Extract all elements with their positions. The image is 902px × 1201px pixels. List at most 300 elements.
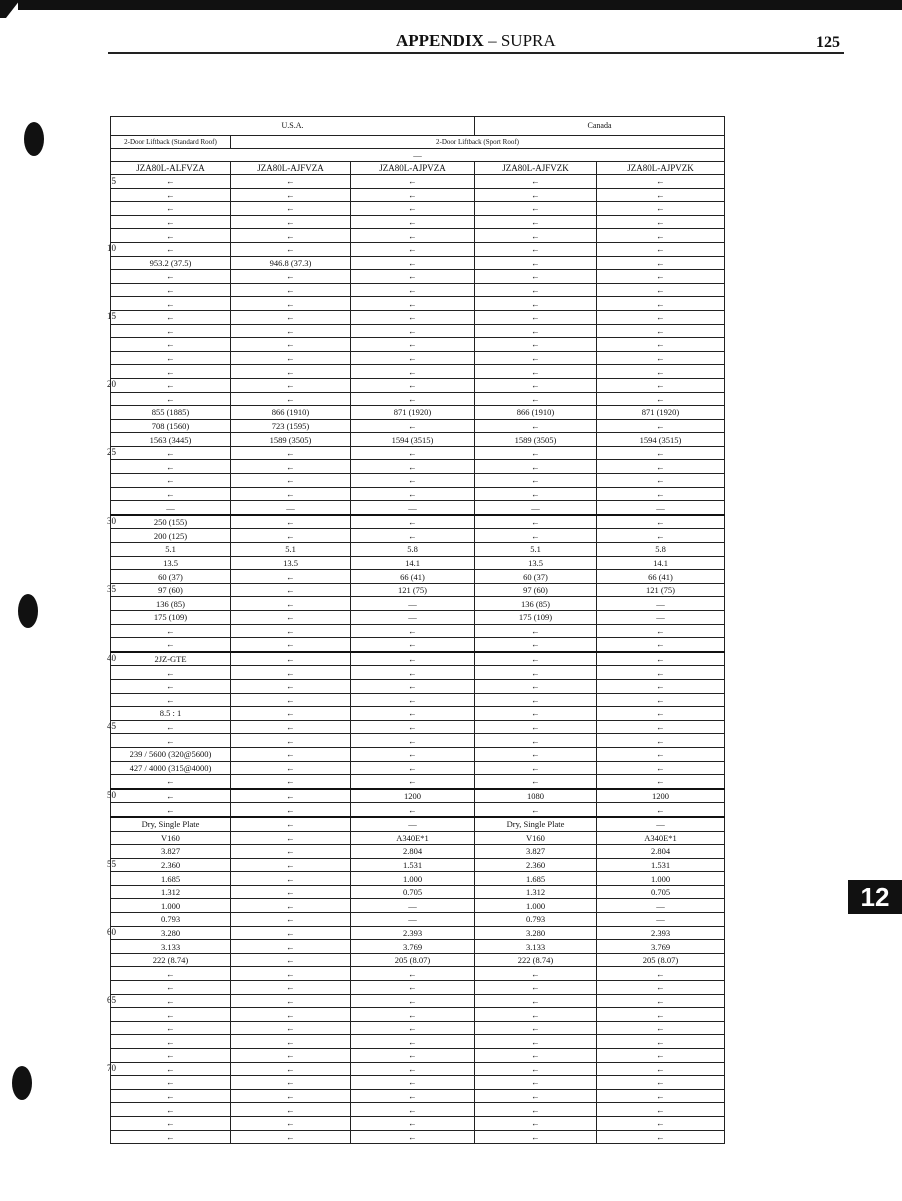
- table-cell: ←: [597, 460, 725, 474]
- table-cell: A340E*1: [351, 831, 475, 845]
- table-cell: ←: [475, 1021, 597, 1035]
- table-cell: ←: [597, 1116, 725, 1130]
- table-cell: ←: [597, 994, 725, 1008]
- table-cell: 2.360: [475, 858, 597, 872]
- table-cell: 1594 (3515): [351, 433, 475, 447]
- table-cell: ←: [475, 229, 597, 243]
- table-cell: ←: [351, 1116, 475, 1130]
- table-cell: ←: [231, 858, 351, 872]
- table-row: [111, 556, 725, 570]
- table-cell: ←: [231, 707, 351, 721]
- table-cell: ←: [351, 419, 475, 433]
- table-row: [111, 1035, 725, 1049]
- table-cell: ←: [351, 638, 475, 652]
- table-cell: ←: [597, 419, 725, 433]
- table-cell: ←: [111, 981, 231, 995]
- table-cell: ←: [475, 638, 597, 652]
- table-row: [111, 392, 725, 406]
- row-number: 45: [107, 721, 116, 732]
- table-cell: ←: [475, 693, 597, 707]
- table-cell: 2JZ-GTE: [111, 652, 231, 666]
- table-cell: ←: [475, 515, 597, 529]
- table-cell: 3.133: [111, 940, 231, 954]
- table-cell: 3.280: [475, 926, 597, 940]
- table-cell: 200 (125): [111, 529, 231, 543]
- table-cell: ←: [351, 378, 475, 392]
- table-cell: 1.531: [351, 858, 475, 872]
- table-cell: ←: [475, 775, 597, 789]
- table-cell: ←: [597, 202, 725, 216]
- table-cell: 136 (85): [111, 597, 231, 611]
- table-cell: ←: [231, 297, 351, 311]
- table-cell: 0.705: [597, 885, 725, 899]
- table-cell: 66 (41): [597, 570, 725, 584]
- table-cell: ←: [597, 1049, 725, 1063]
- table-cell: ←: [231, 845, 351, 859]
- table-cell: ←: [231, 1049, 351, 1063]
- table-cell: —: [351, 899, 475, 913]
- table-cell: ←: [111, 693, 231, 707]
- table-cell: ←: [111, 365, 231, 379]
- table-cell: ←: [351, 693, 475, 707]
- table-cell: 3.769: [351, 940, 475, 954]
- table-cell: ←: [597, 188, 725, 202]
- table-cell: ←: [231, 872, 351, 886]
- table-row: [111, 242, 725, 256]
- table-cell: ←: [351, 666, 475, 680]
- table-cell: 1.312: [111, 885, 231, 899]
- table-cell: ←: [111, 242, 231, 256]
- table-cell: ←: [111, 1103, 231, 1117]
- model-code: JZA80L-AJFVZK: [475, 162, 597, 175]
- table-cell: ←: [111, 270, 231, 284]
- table-cell: ←: [111, 474, 231, 488]
- table-cell: ←: [111, 789, 231, 803]
- region-canada: Canada: [475, 117, 725, 136]
- table-cell: ←: [597, 761, 725, 775]
- table-cell: ←: [231, 338, 351, 352]
- table-cell: ←: [231, 583, 351, 597]
- table-cell: ←: [351, 1008, 475, 1022]
- table-cell: ←: [597, 283, 725, 297]
- table-cell: 2.393: [351, 926, 475, 940]
- table-cell: 855 (1885): [111, 406, 231, 420]
- table-cell: 250 (155): [111, 515, 231, 529]
- table-cell: ←: [351, 392, 475, 406]
- table-cell: 1.000: [597, 872, 725, 886]
- table-cell: ←: [475, 270, 597, 284]
- table-cell: ←: [597, 270, 725, 284]
- table-cell: Dry, Single Plate: [111, 817, 231, 831]
- table-row: [111, 1008, 725, 1022]
- table-row: [111, 583, 725, 597]
- table-cell: ←: [231, 446, 351, 460]
- table-cell: ←: [111, 1049, 231, 1063]
- table-cell: 5.1: [111, 543, 231, 557]
- table-cell: ←: [351, 1076, 475, 1090]
- table-cell: ←: [231, 1103, 351, 1117]
- table-cell: ←: [597, 215, 725, 229]
- table-cell: ←: [231, 202, 351, 216]
- table-cell: ←: [475, 624, 597, 638]
- table-cell: ←: [597, 1008, 725, 1022]
- table-cell: ←: [111, 229, 231, 243]
- table-row: [111, 570, 725, 584]
- table-cell: 427 / 4000 (315@4000): [111, 761, 231, 775]
- table-cell: ←: [111, 1008, 231, 1022]
- table-cell: ←: [597, 638, 725, 652]
- table-cell: 205 (8.07): [597, 953, 725, 967]
- table-row: [111, 501, 725, 515]
- table-row: [111, 624, 725, 638]
- table-cell: ←: [231, 310, 351, 324]
- table-cell: 136 (85): [475, 597, 597, 611]
- table-row: [111, 707, 725, 721]
- table-row: [111, 378, 725, 392]
- table-cell: ←: [231, 215, 351, 229]
- table-cell: ←: [475, 297, 597, 311]
- table-row: [111, 202, 725, 216]
- table-cell: ←: [231, 831, 351, 845]
- table-cell: ←: [351, 803, 475, 817]
- table-cell: ←: [597, 693, 725, 707]
- table-cell: ←: [475, 679, 597, 693]
- table-cell: —: [475, 501, 597, 515]
- table-cell: ←: [231, 953, 351, 967]
- table-cell: ←: [351, 652, 475, 666]
- table-row: [111, 1089, 725, 1103]
- table-cell: 60 (37): [475, 570, 597, 584]
- table-cell: ←: [111, 283, 231, 297]
- table-cell: ←: [351, 624, 475, 638]
- table-cell: ←: [597, 734, 725, 748]
- table-cell: ←: [231, 789, 351, 803]
- table-cell: ←: [475, 1049, 597, 1063]
- model-code-row: [111, 162, 725, 175]
- table-cell: ←: [111, 175, 231, 189]
- table-cell: 0.705: [351, 885, 475, 899]
- table-cell: ←: [597, 652, 725, 666]
- table-cell: ←: [231, 460, 351, 474]
- table-row: [111, 831, 725, 845]
- table-row: [111, 994, 725, 1008]
- table-row: [111, 885, 725, 899]
- table-row: [111, 1021, 725, 1035]
- table-cell: ←: [351, 747, 475, 761]
- table-cell: ←: [111, 967, 231, 981]
- table-cell: ←: [351, 283, 475, 297]
- table-cell: ←: [597, 365, 725, 379]
- table-cell: 953.2 (37.5): [111, 256, 231, 270]
- binder-hole: [18, 594, 38, 628]
- table-cell: ←: [111, 215, 231, 229]
- table-cell: ←: [231, 188, 351, 202]
- table-cell: 1200: [597, 789, 725, 803]
- table-cell: ←: [597, 666, 725, 680]
- table-cell: ←: [475, 1103, 597, 1117]
- table-cell: ←: [111, 1035, 231, 1049]
- table-row: [111, 474, 725, 488]
- table-cell: 14.1: [597, 556, 725, 570]
- table-cell: ←: [231, 817, 351, 831]
- table-cell: 866 (1910): [231, 406, 351, 420]
- table-cell: —: [597, 501, 725, 515]
- dash-row: [111, 149, 725, 162]
- table-cell: ←: [597, 775, 725, 789]
- table-cell: ←: [597, 474, 725, 488]
- table-cell: 5.1: [231, 543, 351, 557]
- table-cell: ←: [351, 351, 475, 365]
- table-cell: ←: [351, 515, 475, 529]
- table-cell: ←: [475, 351, 597, 365]
- table-cell: 723 (1595): [231, 419, 351, 433]
- binder-hole: [12, 1066, 32, 1100]
- table-cell: ←: [475, 1035, 597, 1049]
- table-cell: 121 (75): [597, 583, 725, 597]
- table-cell: ←: [597, 515, 725, 529]
- table-row: [111, 666, 725, 680]
- table-row: [111, 1130, 725, 1144]
- table-cell: —: [597, 597, 725, 611]
- table-cell: ←: [231, 926, 351, 940]
- row-number: 65: [107, 995, 116, 1006]
- table-cell: ←: [475, 1008, 597, 1022]
- table-cell: —: [351, 501, 475, 515]
- table-row: [111, 419, 725, 433]
- table-cell: 1563 (3445): [111, 433, 231, 447]
- row-number: 50: [107, 789, 116, 800]
- table-row: [111, 365, 725, 379]
- table-cell: —: [231, 501, 351, 515]
- table-cell: ←: [597, 720, 725, 734]
- header-rule: [108, 52, 844, 54]
- table-cell: ←: [597, 256, 725, 270]
- table-cell: ←: [231, 1116, 351, 1130]
- table-cell: ←: [475, 310, 597, 324]
- table-cell: ←: [351, 967, 475, 981]
- table-cell: ←: [231, 1062, 351, 1076]
- table-cell: ←: [475, 419, 597, 433]
- table-cell: ←: [351, 775, 475, 789]
- page-title: [396, 31, 556, 51]
- table-cell: ←: [597, 229, 725, 243]
- table-cell: ←: [111, 1021, 231, 1035]
- table-cell: ←: [111, 487, 231, 501]
- table-cell: ←: [351, 297, 475, 311]
- table-cell: ←: [597, 624, 725, 638]
- table-cell: ←: [351, 310, 475, 324]
- table-row: [111, 899, 725, 913]
- table-row: [111, 926, 725, 940]
- model-code: JZA80L-AJPVZA: [351, 162, 475, 175]
- dash-cell: —: [111, 149, 725, 162]
- table-row: [111, 188, 725, 202]
- corner-mark: [0, 0, 20, 18]
- table-cell: ←: [475, 242, 597, 256]
- table-cell: ←: [231, 270, 351, 284]
- table-row: [111, 1049, 725, 1063]
- table-cell: ←: [351, 994, 475, 1008]
- table-cell: ←: [475, 720, 597, 734]
- table-cell: ←: [231, 899, 351, 913]
- table-cell: ←: [231, 693, 351, 707]
- table-row: [111, 1062, 725, 1076]
- row-number: 70: [107, 1063, 116, 1074]
- table-cell: ←: [111, 775, 231, 789]
- table-cell: ←: [597, 392, 725, 406]
- table-cell: 1.000: [111, 899, 231, 913]
- top-edge-bar: [18, 0, 902, 10]
- table-cell: 60 (37): [111, 570, 231, 584]
- table-row: [111, 775, 725, 789]
- table-cell: ←: [351, 270, 475, 284]
- table-cell: ←: [597, 338, 725, 352]
- table-cell: ←: [231, 775, 351, 789]
- table-cell: ←: [475, 1130, 597, 1144]
- table-cell: ←: [351, 202, 475, 216]
- table-cell: ←: [231, 1130, 351, 1144]
- table-cell: ←: [351, 460, 475, 474]
- table-cell: ←: [231, 324, 351, 338]
- table-row: [111, 515, 725, 529]
- body-sport-roof: 2-Door Liftback (Sport Roof): [231, 136, 725, 149]
- table-row: [111, 529, 725, 543]
- section-tab: 12: [848, 880, 902, 914]
- row-number: 35: [107, 584, 116, 595]
- table-cell: 1594 (3515): [597, 433, 725, 447]
- table-cell: ←: [475, 1062, 597, 1076]
- table-row: [111, 1076, 725, 1090]
- table-row: [111, 747, 725, 761]
- table-row: [111, 845, 725, 859]
- table-row: [111, 953, 725, 967]
- table-cell: —: [111, 501, 231, 515]
- table-cell: ←: [475, 175, 597, 189]
- table-row: [111, 406, 725, 420]
- row-number: 25: [107, 447, 116, 458]
- table-cell: 0.793: [475, 913, 597, 927]
- table-cell: ←: [475, 446, 597, 460]
- table-row: [111, 679, 725, 693]
- table-cell: 1080: [475, 789, 597, 803]
- table-cell: ←: [111, 994, 231, 1008]
- table-cell: ←: [475, 256, 597, 270]
- table-row: [111, 256, 725, 270]
- table-cell: 871 (1920): [351, 406, 475, 420]
- title-model: – SUPRA: [483, 31, 556, 50]
- table-cell: ←: [231, 803, 351, 817]
- table-row: [111, 1103, 725, 1117]
- table-cell: ←: [475, 1089, 597, 1103]
- model-code: JZA80L-AJPVZK: [597, 162, 725, 175]
- table-cell: ←: [351, 487, 475, 501]
- table-cell: ←: [351, 188, 475, 202]
- table-cell: ←: [231, 175, 351, 189]
- table-cell: ←: [231, 611, 351, 625]
- table-cell: —: [351, 913, 475, 927]
- table-cell: 871 (1920): [597, 406, 725, 420]
- row-number: 20: [107, 379, 116, 390]
- table-row: [111, 215, 725, 229]
- table-row: [111, 597, 725, 611]
- table-cell: ←: [231, 720, 351, 734]
- table-cell: ←: [351, 474, 475, 488]
- table-cell: ←: [475, 734, 597, 748]
- table-row: [111, 761, 725, 775]
- table-cell: ←: [111, 1116, 231, 1130]
- table-cell: ←: [231, 597, 351, 611]
- row-number: 55: [107, 859, 116, 870]
- table-cell: ←: [231, 994, 351, 1008]
- table-cell: 3.827: [111, 845, 231, 859]
- table-cell: ←: [597, 1089, 725, 1103]
- table-row: [111, 324, 725, 338]
- table-cell: Dry, Single Plate: [475, 817, 597, 831]
- table-row: [111, 872, 725, 886]
- table-row: [111, 270, 725, 284]
- table-cell: 8.5 : 1: [111, 707, 231, 721]
- table-cell: ←: [231, 392, 351, 406]
- table-cell: ←: [475, 378, 597, 392]
- row-number: 10: [107, 243, 116, 254]
- table-row: [111, 310, 725, 324]
- table-row: [111, 789, 725, 803]
- table-row: [111, 611, 725, 625]
- page-header: [0, 30, 902, 52]
- row-number: 40: [107, 652, 116, 663]
- table-cell: 1200: [351, 789, 475, 803]
- table-cell: ←: [231, 570, 351, 584]
- table-cell: ←: [111, 392, 231, 406]
- table-cell: ←: [231, 624, 351, 638]
- table-cell: ←: [597, 1035, 725, 1049]
- table-cell: ←: [597, 487, 725, 501]
- table-cell: 1.000: [475, 899, 597, 913]
- table-cell: 1.000: [351, 872, 475, 886]
- table-cell: ←: [231, 940, 351, 954]
- table-cell: ←: [597, 707, 725, 721]
- table-cell: ←: [475, 666, 597, 680]
- table-cell: ←: [351, 734, 475, 748]
- table-cell: ←: [111, 734, 231, 748]
- table-cell: 1589 (3505): [231, 433, 351, 447]
- table-cell: 3.133: [475, 940, 597, 954]
- table-cell: 866 (1910): [475, 406, 597, 420]
- table-cell: ←: [475, 474, 597, 488]
- table-cell: ←: [351, 1089, 475, 1103]
- table-cell: 708 (1560): [111, 419, 231, 433]
- table-cell: ←: [597, 529, 725, 543]
- table-cell: ←: [475, 761, 597, 775]
- table-row: [111, 433, 725, 447]
- table-cell: —: [351, 597, 475, 611]
- table-cell: 121 (75): [351, 583, 475, 597]
- table-cell: —: [351, 611, 475, 625]
- table-cell: ←: [231, 1089, 351, 1103]
- table-cell: ←: [475, 747, 597, 761]
- table-row: [111, 297, 725, 311]
- binder-hole: [24, 122, 44, 156]
- table-row: [111, 283, 725, 297]
- table-cell: ←: [475, 202, 597, 216]
- table-row: [111, 229, 725, 243]
- row-number: 60: [107, 927, 116, 938]
- table-row: [111, 1116, 725, 1130]
- table-cell: ←: [351, 707, 475, 721]
- table-row: [111, 338, 725, 352]
- title-appendix: APPENDIX: [396, 31, 484, 50]
- body-standard-roof: 2-Door Liftback (Standard Roof): [111, 136, 231, 149]
